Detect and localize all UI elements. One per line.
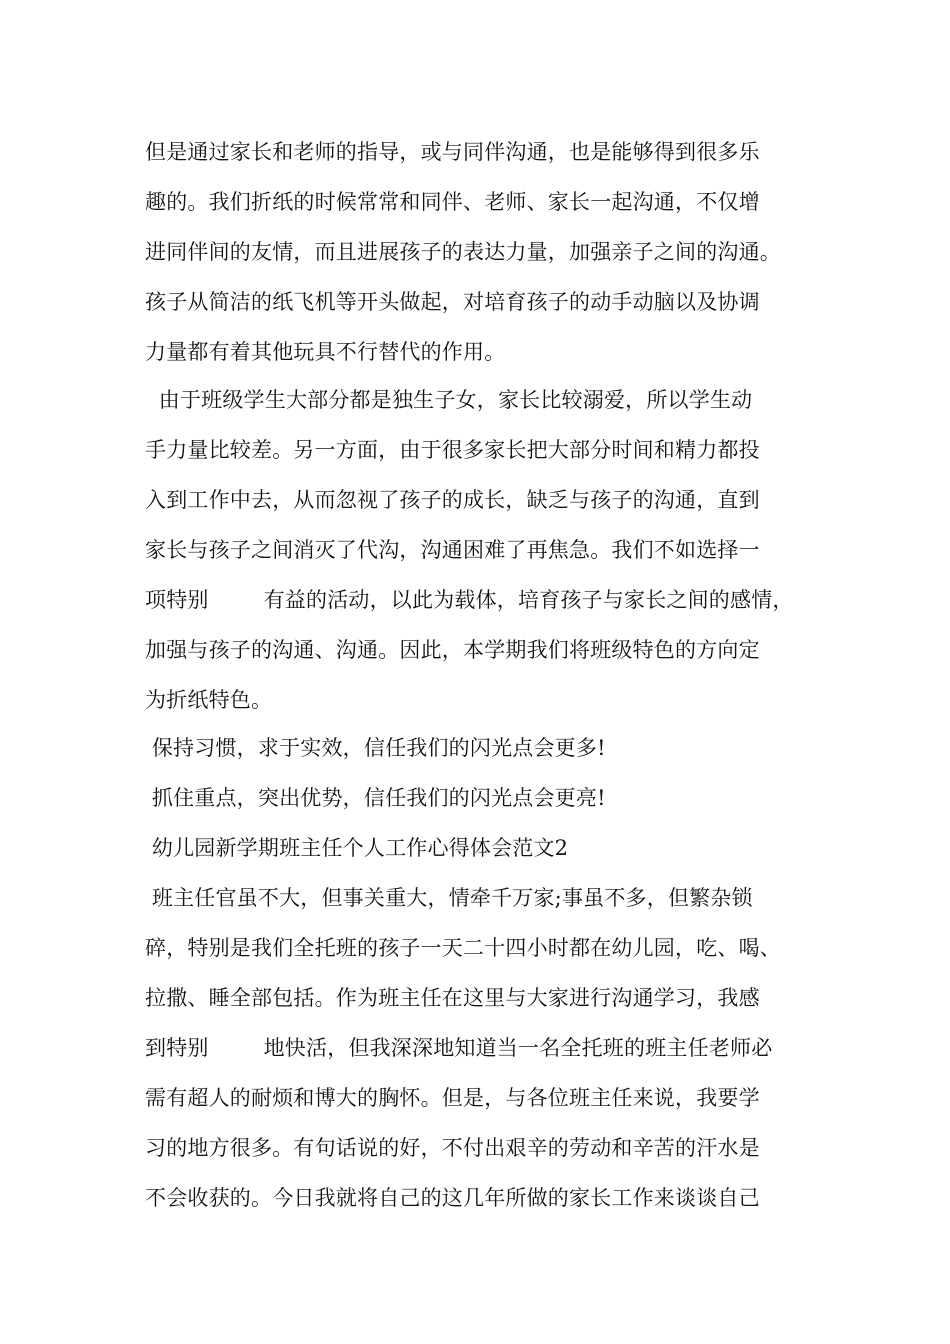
text-line: 习的地方很多。有句话说的好，不付出艰辛的劳动和辛苦的汗水是 (145, 1136, 760, 1160)
text-line: 由于班级学生大部分都是独生子女，家长比较溺爱，所以学生动 (145, 388, 753, 412)
text-line: 入到工作中去，从而忽视了孩子的成长，缺乏与孩子的沟通，直到 (145, 488, 760, 512)
text-line: 到特别 地快活，但我深深地知道当一名全托班的班主任老师必 (145, 1036, 773, 1060)
section-heading: 幼儿园新学期班主任个人工作心得体会范文2 (145, 836, 569, 860)
text-line: 趣的。我们折纸的时候常常和同伴、老师、家长一起沟通，不仅增 (145, 190, 760, 214)
text-line: 为折纸特色。 (145, 688, 273, 712)
text-line: 进同伴间的友情，而且进展孩子的表达力量，加强亲子之间的沟通。 (145, 240, 781, 264)
text-line: 孩子从简洁的纸飞机等开头做起，对培育孩子的动手动脑以及协调 (145, 290, 760, 314)
text-line: 家长与孩子之间消灭了代沟，沟通困难了再焦急。我们不如选择一 (145, 538, 760, 562)
text-line: 不会收获的。今日我就将自己的这几年所做的家长工作来谈谈自己 (145, 1186, 760, 1210)
text-line: 碎，特别是我们全托班的孩子一天二十四小时都在幼儿园，吃、喝、 (145, 936, 781, 960)
text-line: 班主任官虽不大，但事关重大，情牵千万家;事虽不多，但繁杂锁 (145, 886, 753, 910)
text-line: 手力量比较差。另一方面，由于很多家长把大部分时间和精力都投 (145, 438, 760, 462)
text-line: 抓住重点，突出优势，信任我们的闪光点会更亮! (145, 786, 606, 810)
text-line: 项特别 有益的活动，以此为载体，培育孩子与家长之间的感情， (145, 588, 794, 612)
text-line: 拉撒、睡全部包括。作为班主任在这里与大家进行沟通学习，我感 (145, 986, 760, 1010)
text-line: 加强与孩子的沟通、沟通。因此，本学期我们将班级特色的方向定 (145, 638, 760, 662)
text-line: 保持习惯，求于实效，信任我们的闪光点会更多! (145, 736, 606, 760)
text-line: 但是通过家长和老师的指导，或与同伴沟通，也是能够得到很多乐 (145, 140, 760, 164)
text-line: 需有超人的耐烦和博大的胸怀。但是，与各位班主任来说，我要学 (145, 1086, 760, 1110)
text-line: 力量都有着其他玩具不行替代的作用。 (145, 340, 506, 364)
